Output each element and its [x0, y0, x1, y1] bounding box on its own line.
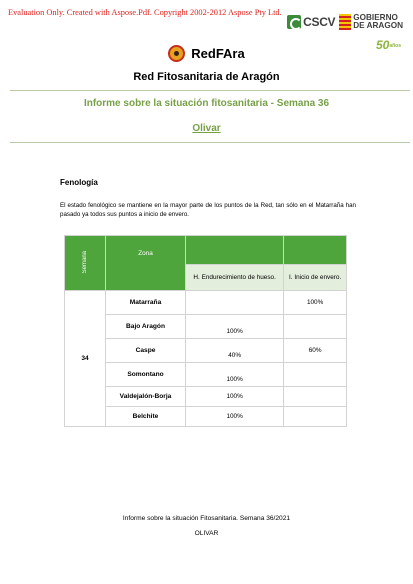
zona-cell: Belchite: [106, 407, 186, 427]
i-cell: 100%: [284, 291, 347, 315]
redfara-logo-icon: [168, 45, 185, 62]
page-title: Red Fitosanitaria de Aragón: [133, 71, 280, 83]
h-cell: 100%: [186, 315, 284, 339]
table-row: [65, 315, 347, 339]
col-header-i: I. Inicio de envero.: [284, 265, 347, 291]
anniversary-number: 50: [375, 38, 390, 52]
i-cell: 60%: [284, 339, 347, 363]
table-row: [65, 363, 347, 387]
i-cell: [284, 387, 347, 407]
col-header-i-top: [284, 236, 347, 265]
h-cell: 100%: [186, 387, 284, 407]
zona-cell: Bajo Aragón: [106, 315, 186, 339]
i-cell: [284, 315, 347, 339]
gobierno-line2: DE ARAGON: [353, 21, 403, 30]
i-cell: [284, 407, 347, 427]
zona-cell: Somontano: [106, 363, 186, 387]
section-paragraph: El estado fenológico se mantiene en la mayor parte de los puntos de la Red, tan sólo en el Matarraña han pasado ya todos sus puntos a inicio de envero.: [60, 202, 356, 218]
col-header-h-top: [186, 236, 284, 265]
table-row: [65, 339, 347, 363]
divider-bottom: [10, 142, 410, 143]
table-row: [65, 407, 347, 427]
phenology-table: [64, 235, 347, 427]
zona-cell: Matarraña: [106, 291, 186, 315]
footer-line1: Informe sobre la situación Fitosanitaria. Semana 36/2021: [122, 515, 291, 522]
semana-value: 34: [65, 291, 106, 427]
h-cell: [186, 291, 284, 315]
brand: [0, 42, 413, 62]
gobierno-line1: GOBIERNO: [353, 13, 398, 22]
brand-name: RedFAra: [191, 46, 245, 61]
h-cell: 40%: [186, 339, 284, 363]
i-cell: [284, 363, 347, 387]
col-header-semana: Semana: [65, 236, 106, 291]
crop-title: Olivar: [192, 123, 221, 134]
report-subtitle: Informe sobre la situación fitosanitaria - Semana 36: [83, 98, 330, 109]
section-heading: Fenología: [60, 178, 98, 187]
col-header-zona: Zona: [106, 236, 186, 291]
gobierno-aragon-logo: [339, 14, 403, 30]
aragon-flag-icon: [339, 14, 351, 30]
cscv-logo-icon: [287, 15, 301, 29]
footer-line2: OLIVAR: [194, 530, 219, 537]
watermark-text: Evaluation Only. Created with Aspose.Pdf. Copyright 2002-2012 Aspose Pty Ltd.: [8, 8, 282, 17]
anniversary-sub: años: [389, 42, 401, 49]
cscv-logo-text: CSCV: [303, 15, 336, 29]
divider-top: [10, 90, 410, 91]
header-logos: [287, 14, 403, 30]
zona-cell: Valdejalón-Borja: [106, 387, 186, 407]
zona-cell: Caspe: [106, 339, 186, 363]
h-cell: 100%: [186, 363, 284, 387]
cscv-logo: [287, 15, 335, 29]
h-cell: 100%: [186, 407, 284, 427]
table-row: [65, 291, 347, 315]
col-header-h: H. Endurecimiento de hueso.: [186, 265, 284, 291]
table-row: [65, 387, 347, 407]
